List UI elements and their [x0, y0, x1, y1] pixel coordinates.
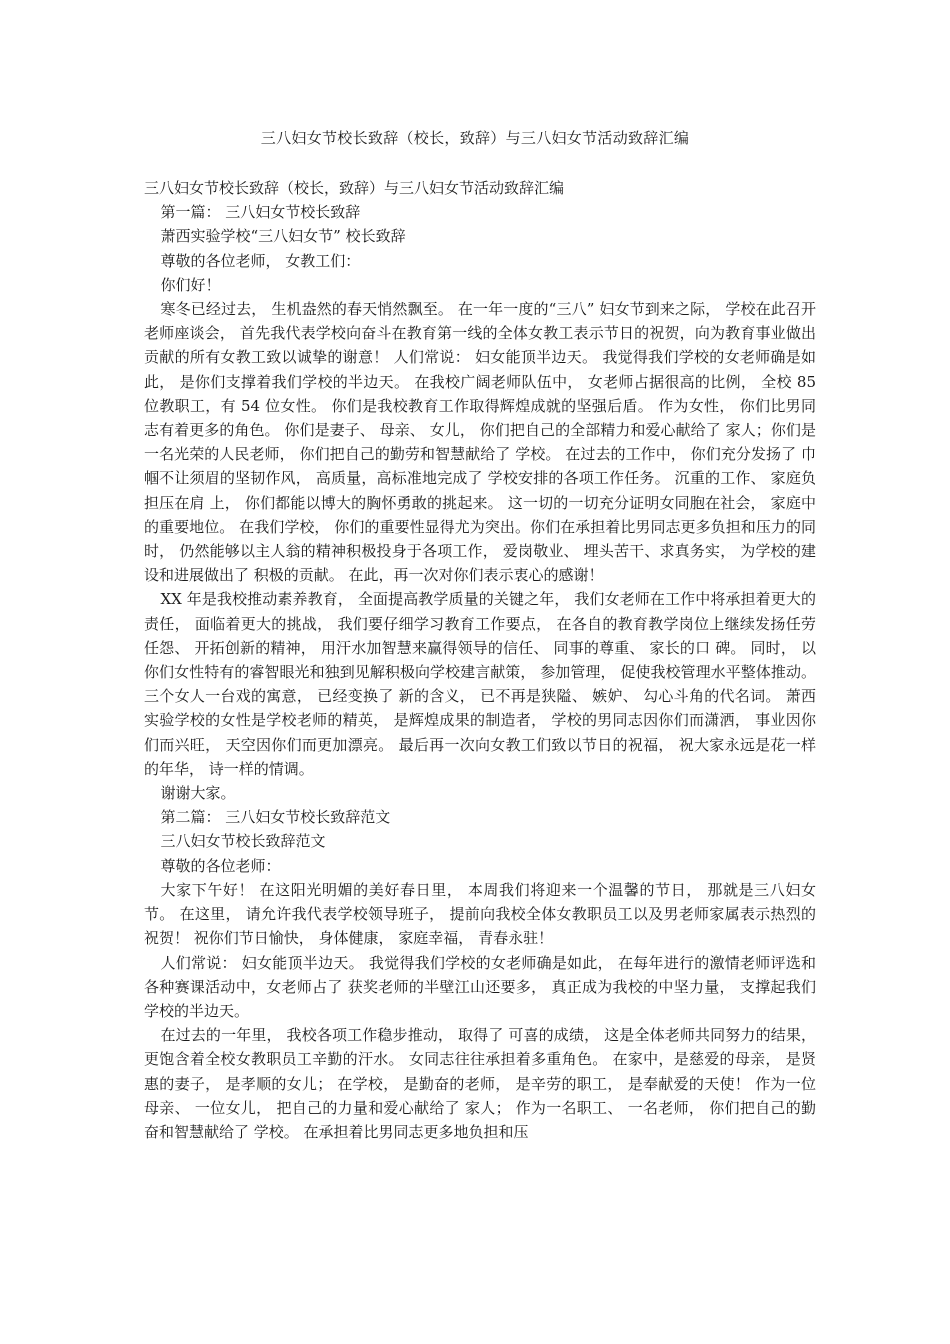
speech-title: 萧西实验学校“三八妇女节” 校长致辞 — [160, 227, 406, 246]
collection-heading: 三八妇女节校长致辞（校长，致辞）与三八妇女节活动致辞汇编 — [144, 179, 565, 197]
salutation: 尊敬的各位老师， 女教工们： — [160, 251, 361, 270]
body-paragraph: 大家下午好！ 在这阳光明媚的美好春日里， 本周我们将迎来一个温馨的节日， 那就是三八妇女节。 在这里， 请允许我代表学校领导班子， 提前向我校全体女教职员工以及男老师家属表示热烈的祝贺！ 祝你们节日愉快， 身体健康， 家庭幸福， 青春永驻！ — [144, 880, 816, 948]
section-heading-part-two: 第二篇： 三八妇女节校长致辞范文 — [160, 808, 391, 827]
body-paragraph: 寒冬已经过去， 生机盎然的春天悄然飘至。 在一年一度的“三八” 妇女节到来之际， 学校在此召开老师座谈会， 首先我代表学校向奋斗在教育第一线的全体女教工表示节日的祝贺，向为教育事业做出贡献的所有女教工致以诚挚的谢意！ 人们常说： 妇女能顶半边天。 我觉得我们学校的女老师确是如此， 是你们支撑着我们学校的半边天。 在我校广阔老师队伍中， 女老师占据很高的比例， 全校 85 位教职工，有 54 位女性。 你们是我校教育工作取得辉煌成就的坚强后盾。 作为女性， 你们比男同志有着更多的角色。 你们是妻子、 母亲、 女儿， 你们把自己的全部精力和爱心献给了 家人；你们是一名光荣的人民老师， 你们把自己的勤劳和智慧献给了 学校。 在过去的工作中， 你们充分发扬了 巾帼不让须眉的坚韧作风， 高质量，高标准地完成了 学校安排的各项工作任务。 沉重的工作、 家庭负担压在肩 上， 你们都能以博大的胸怀勇敢的挑起来。 这一切的一切充分证明女同胞在社会， 家庭中的重要地位。 在我们学校， 你们的重要性显得尤为突出。你们在承担着比男同志更多负担和压力的同时， 仍然能够以主人翁的精神积极投身于各项工作， 爱岗敬业、 埋头苦干、求真务实， 为学校的建设和进展做出了 积极的贡献。 在此，再一次对你们表示衷心的感谢！ — [144, 300, 816, 585]
salutation: 尊敬的各位老师： — [160, 856, 281, 875]
document-title: 三八妇女节校长致辞（校长，致辞）与三八妇女节活动致辞汇编 — [260, 129, 690, 147]
closing-thanks: 谢谢大家。 — [160, 784, 236, 803]
document-body — [144, 176, 816, 1144]
greeting: 你们好！ — [160, 275, 221, 294]
body-paragraph: 在过去的一年里， 我校各项工作稳步推动， 取得了 可喜的成绩， 这是全体老师共同努力的结果， 更饱含着全校女教职员工辛勤的汗水。 女同志往往承担着多重角色。 在家中，是慈爱的母亲， 是贤惠的妻子， 是孝顺的女儿； 在学校， 是勤奋的老师， 是辛劳的职工， 是奉献爱的天使！ 作为一位母亲、 一位女儿， 把自己的力量和爱心献给了 家人； 作为一名职工、 一名老师， 你们把自己的勤奋和智慧献给了 学校。 在承担着比男同志更多地负担和压 — [144, 1026, 816, 1141]
body-paragraph: XX 年是我校推动素养教育， 全面提高教学质量的关键之年， 我们女老师在工作中将承担着更大的责任， 面临着更大的挑战， 我们要仔细学习教育工作要点， 在各自的教育教学岗位上继续发扬任劳任怨、 开拓创新的精神， 用汗水加智慧来赢得领导的信任、 同事的尊重、 家长的口 碑。 同时， 以你们女性特有的睿智眼光和独到见解积极向学校建言献策， 参加管理， 促使我校管理水平整体推动。 三个女人一台戏的寓意， 已经变换了 新的含义， 已不再是狭隘、 嫉妒、 勾心斗角的代名词。 萧西实验学校的女性是学校老师的精英， 是辉煌成果的制造者， 学校的男同志因你们而潇洒， 事业因你们而兴旺， 天空因你们而更加漂亮。 最后再一次向女教工们致以节日的祝福， 祝大家永远是花一样的年华， 诗一样的情调。 — [144, 590, 816, 778]
section-heading-part-one: 第一篇： 三八妇女节校长致辞 — [160, 203, 361, 222]
body-paragraph: 人们常说： 妇女能顶半边天。 我觉得我们学校的女老师确是如此， 在每年进行的激情老师评选和各种赛课活动中，女老师占了 获奖老师的半壁江山还要多， 真正成为我校的中坚力量， 支撑起我们学校的半边天。 — [144, 953, 816, 1020]
speech-title: 三八妇女节校长致辞范文 — [160, 832, 326, 851]
